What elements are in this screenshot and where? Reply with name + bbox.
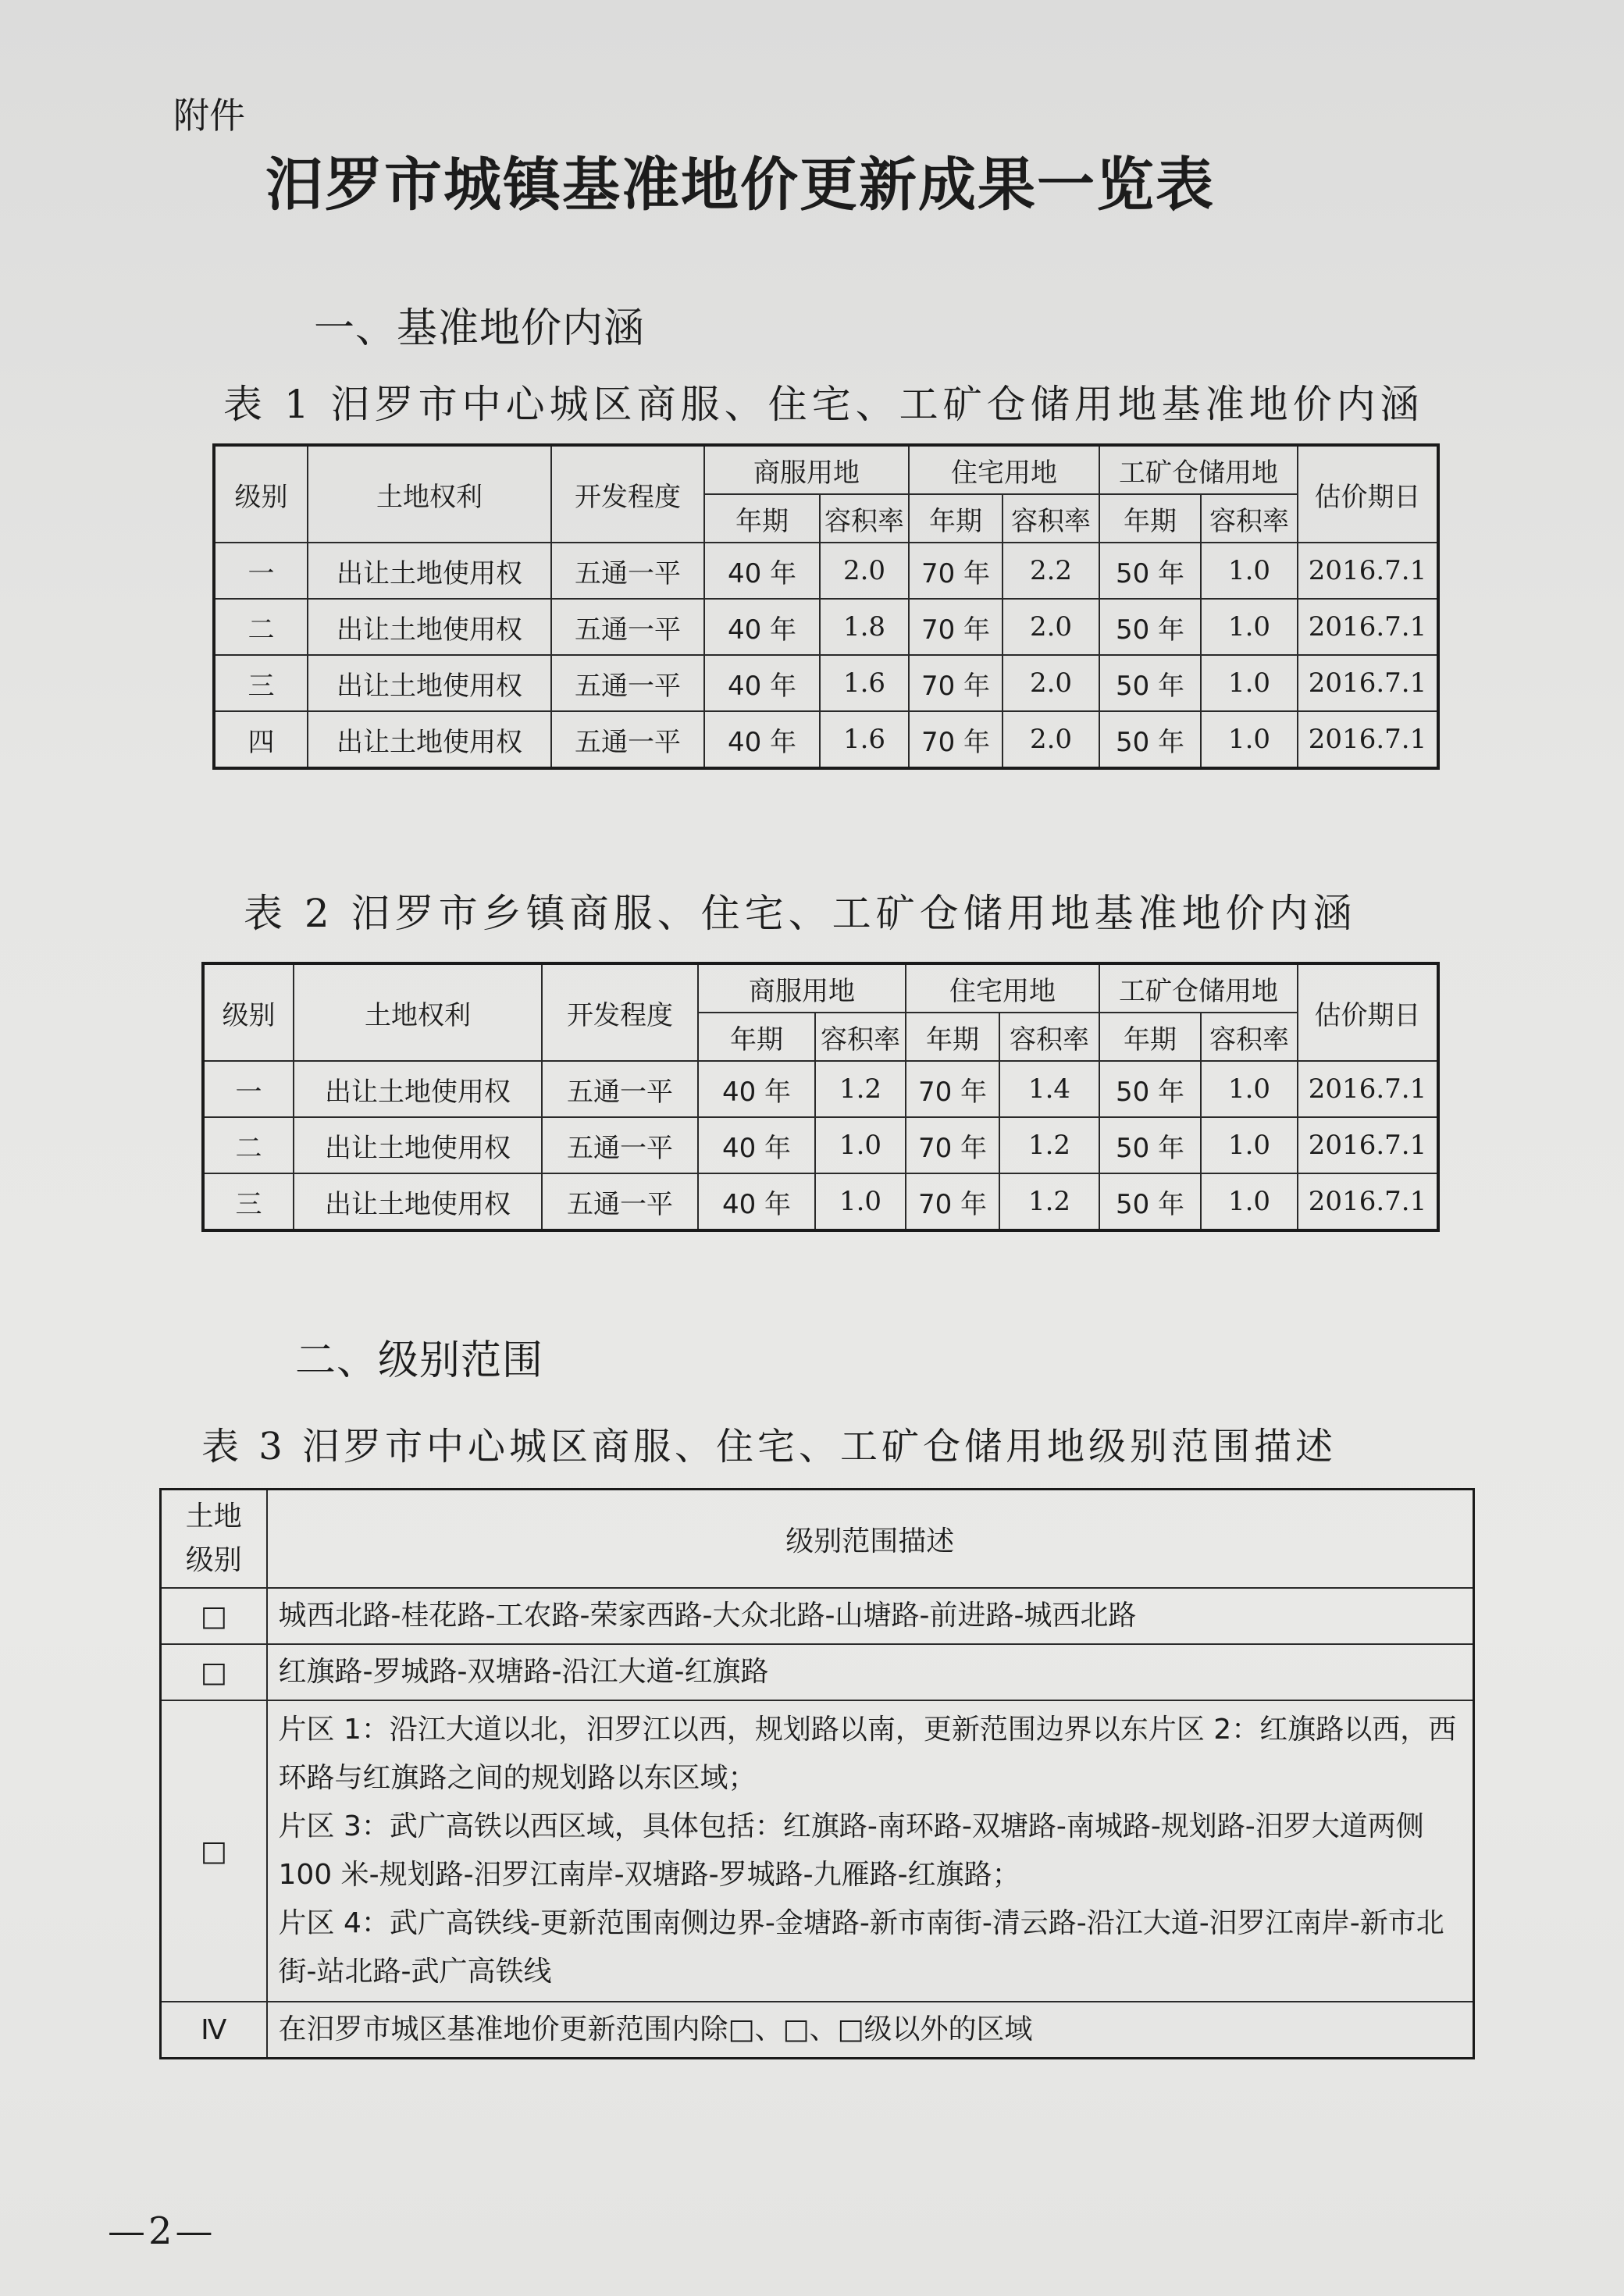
- section-heading-2: 二、级别范围: [295, 1337, 544, 1384]
- table-header-row: [161, 1490, 1474, 1589]
- cell-industrial-far: 1.0: [1201, 1061, 1298, 1117]
- cell-rights: 出让土地使用权: [294, 1173, 542, 1230]
- cell-desc: 在汨罗市城区基准地价更新范围内除□、□、□级以外的区域: [267, 2002, 1474, 2059]
- header-commercial: 商服用地: [698, 963, 906, 1013]
- header-residential: 住宅用地: [909, 445, 1099, 494]
- cell-residential-far: 1.2: [999, 1173, 1099, 1230]
- header-rights: 土地权利: [308, 445, 551, 543]
- table-row: [161, 1700, 1474, 2002]
- subheader-far: 容积率: [999, 1013, 1099, 1061]
- cell-date: 2016.7.1: [1298, 655, 1438, 711]
- cell-rights: 出让土地使用权: [294, 1061, 542, 1117]
- header-industrial: 工矿仓储用地: [1099, 445, 1298, 494]
- cell-rights: 出让土地使用权: [308, 599, 551, 655]
- subheader-term: 年期: [1099, 494, 1201, 543]
- cell-dev: 五通一平: [551, 655, 704, 711]
- cell-rights: 出让土地使用权: [308, 655, 551, 711]
- table1-caption: 表 1 汨罗市中心城区商服、住宅、工矿仓储用地基准地价内涵: [223, 382, 1424, 427]
- cell-level: 二: [203, 1117, 294, 1173]
- table-row: [214, 711, 1438, 768]
- header-rights: 土地权利: [294, 963, 542, 1061]
- cell-residential-far: 1.2: [999, 1117, 1099, 1173]
- attachment-label: 附件: [173, 94, 245, 137]
- cell-dev: 五通一平: [551, 543, 704, 599]
- cell-residential-far: 2.0: [1003, 599, 1099, 655]
- section-heading-1: 一、基准地价内涵: [314, 305, 646, 352]
- cell-desc: 红旗路-罗城路-双塘路-沿江大道-红旗路: [267, 1644, 1474, 1700]
- header-date: 估价期日: [1298, 963, 1438, 1061]
- table-row: [214, 543, 1438, 599]
- subheader-term: 年期: [906, 1013, 999, 1061]
- cell-level: Ⅳ: [161, 2002, 267, 2059]
- subheader-term: 年期: [909, 494, 1003, 543]
- cell-date: 2016.7.1: [1298, 711, 1438, 768]
- cell-residential-far: 2.0: [1003, 655, 1099, 711]
- cell-level: 一: [203, 1061, 294, 1117]
- cell-commercial-far: 1.6: [820, 655, 909, 711]
- cell-residential-term: 70 年: [906, 1173, 999, 1230]
- cell-date: 2016.7.1: [1298, 1173, 1438, 1230]
- cell-industrial-far: 1.0: [1201, 599, 1298, 655]
- subheader-far: 容积率: [820, 494, 909, 543]
- cell-level: 三: [203, 1173, 294, 1230]
- cell-dev: 五通一平: [551, 599, 704, 655]
- table-row: [203, 1061, 1438, 1117]
- cell-commercial-far: 1.0: [815, 1173, 906, 1230]
- cell-commercial-term: 40 年: [698, 1117, 815, 1173]
- table3-caption: 表 3 汨罗市中心城区商服、住宅、工矿仓储用地级别范围描述: [201, 1425, 1337, 1468]
- header-commercial: 商服用地: [704, 445, 909, 494]
- cell-residential-term: 70 年: [909, 655, 1003, 711]
- table-row: [161, 1644, 1474, 1700]
- cell-date: 2016.7.1: [1298, 543, 1438, 599]
- cell-level: □: [161, 1588, 267, 1644]
- cell-dev: 五通一平: [542, 1117, 698, 1173]
- header-date: 估价期日: [1298, 445, 1438, 543]
- cell-industrial-far: 1.0: [1201, 711, 1298, 768]
- cell-commercial-term: 40 年: [698, 1061, 815, 1117]
- table-2: [201, 962, 1440, 1232]
- cell-commercial-term: 40 年: [704, 711, 820, 768]
- header-industrial: 工矿仓储用地: [1099, 963, 1298, 1013]
- table-row: [161, 2002, 1474, 2059]
- cell-date: 2016.7.1: [1298, 599, 1438, 655]
- cell-commercial-far: 2.0: [820, 543, 909, 599]
- table-row: [203, 1173, 1438, 1230]
- cell-commercial-term: 40 年: [704, 543, 820, 599]
- cell-residential-term: 70 年: [909, 711, 1003, 768]
- cell-dev: 五通一平: [542, 1173, 698, 1230]
- cell-residential-far: 1.4: [999, 1061, 1099, 1117]
- cell-commercial-term: 40 年: [704, 599, 820, 655]
- table2-caption: 表 2 汨罗市乡镇商服、住宅、工矿仓储用地基准地价内涵: [244, 891, 1357, 936]
- header-land-level: 土地 级别: [161, 1490, 267, 1589]
- table-header-row: [214, 445, 1438, 494]
- header-level: 级别: [214, 445, 308, 543]
- cell-level: □: [161, 1644, 267, 1700]
- cell-industrial-term: 50 年: [1099, 1117, 1201, 1173]
- cell-residential-far: 2.0: [1003, 711, 1099, 768]
- cell-commercial-term: 40 年: [698, 1173, 815, 1230]
- cell-residential-term: 70 年: [909, 599, 1003, 655]
- header-residential: 住宅用地: [906, 963, 1099, 1013]
- cell-industrial-term: 50 年: [1099, 1173, 1201, 1230]
- cell-level: □: [161, 1700, 267, 2002]
- cell-industrial-far: 1.0: [1201, 1173, 1298, 1230]
- cell-commercial-far: 1.8: [820, 599, 909, 655]
- cell-rights: 出让土地使用权: [308, 543, 551, 599]
- subheader-term: 年期: [1099, 1013, 1201, 1061]
- cell-rights: 出让土地使用权: [308, 711, 551, 768]
- header-dev: 开发程度: [542, 963, 698, 1061]
- page-number: —2—: [108, 2209, 216, 2253]
- subheader-far: 容积率: [1003, 494, 1099, 543]
- cell-industrial-term: 50 年: [1099, 599, 1201, 655]
- cell-industrial-far: 1.0: [1201, 1117, 1298, 1173]
- cell-industrial-term: 50 年: [1099, 711, 1201, 768]
- cell-commercial-far: 1.6: [820, 711, 909, 768]
- cell-level: 一: [214, 543, 308, 599]
- table-1: [212, 443, 1440, 770]
- table-row: [161, 1588, 1474, 1644]
- header-level: 级别: [203, 963, 294, 1061]
- cell-residential-term: 70 年: [906, 1117, 999, 1173]
- cell-desc: 城西北路-桂花路-工农路-荣家西路-大众北路-山塘路-前进路-城西北路: [267, 1588, 1474, 1644]
- subheader-far: 容积率: [815, 1013, 906, 1061]
- cell-level: 三: [214, 655, 308, 711]
- subheader-term: 年期: [704, 494, 820, 543]
- subheader-far: 容积率: [1201, 1013, 1298, 1061]
- cell-commercial-term: 40 年: [704, 655, 820, 711]
- document-title: 汨罗市城镇基准地价更新成果一览表: [265, 151, 1215, 219]
- cell-dev: 五通一平: [551, 711, 704, 768]
- subheader-term: 年期: [698, 1013, 815, 1061]
- cell-commercial-far: 1.0: [815, 1117, 906, 1173]
- cell-date: 2016.7.1: [1298, 1117, 1438, 1173]
- table-row: [214, 655, 1438, 711]
- table-row: [214, 599, 1438, 655]
- cell-residential-term: 70 年: [909, 543, 1003, 599]
- cell-level: 二: [214, 599, 308, 655]
- cell-residential-far: 2.2: [1003, 543, 1099, 599]
- cell-rights: 出让土地使用权: [294, 1117, 542, 1173]
- cell-industrial-far: 1.0: [1201, 543, 1298, 599]
- cell-industrial-term: 50 年: [1099, 655, 1201, 711]
- table-header-row: [203, 963, 1438, 1013]
- table-row: [203, 1117, 1438, 1173]
- cell-date: 2016.7.1: [1298, 1061, 1438, 1117]
- cell-level: 四: [214, 711, 308, 768]
- cell-industrial-term: 50 年: [1099, 1061, 1201, 1117]
- cell-commercial-far: 1.2: [815, 1061, 906, 1117]
- cell-industrial-far: 1.0: [1201, 655, 1298, 711]
- header-dev: 开发程度: [551, 445, 704, 543]
- cell-dev: 五通一平: [542, 1061, 698, 1117]
- cell-residential-term: 70 年: [906, 1061, 999, 1117]
- table-3: [159, 1488, 1475, 2059]
- header-scope-desc: 级别范围描述: [267, 1490, 1474, 1589]
- subheader-far: 容积率: [1201, 494, 1298, 543]
- cell-industrial-term: 50 年: [1099, 543, 1201, 599]
- cell-desc: 片区 1：沿江大道以北，汨罗江以西，规划路以南，更新范围边界以东片区 2：红旗路以西，西环路与红旗路之间的规划路以东区域； 片区 3：武广高铁以西区域，具体包括：红旗路-南环路-双塘路-南城路-规划路-汨罗大道两侧 100 米-规划路-汨罗江南岸-双塘路-罗城路-九雁路-红旗路； 片区 4：武广高铁线-更新范围南侧边界-金塘路-新市南街-清云路-沿江大道-汨罗江南岸-新市北街-站北路-武广高铁线: [267, 1700, 1474, 2002]
